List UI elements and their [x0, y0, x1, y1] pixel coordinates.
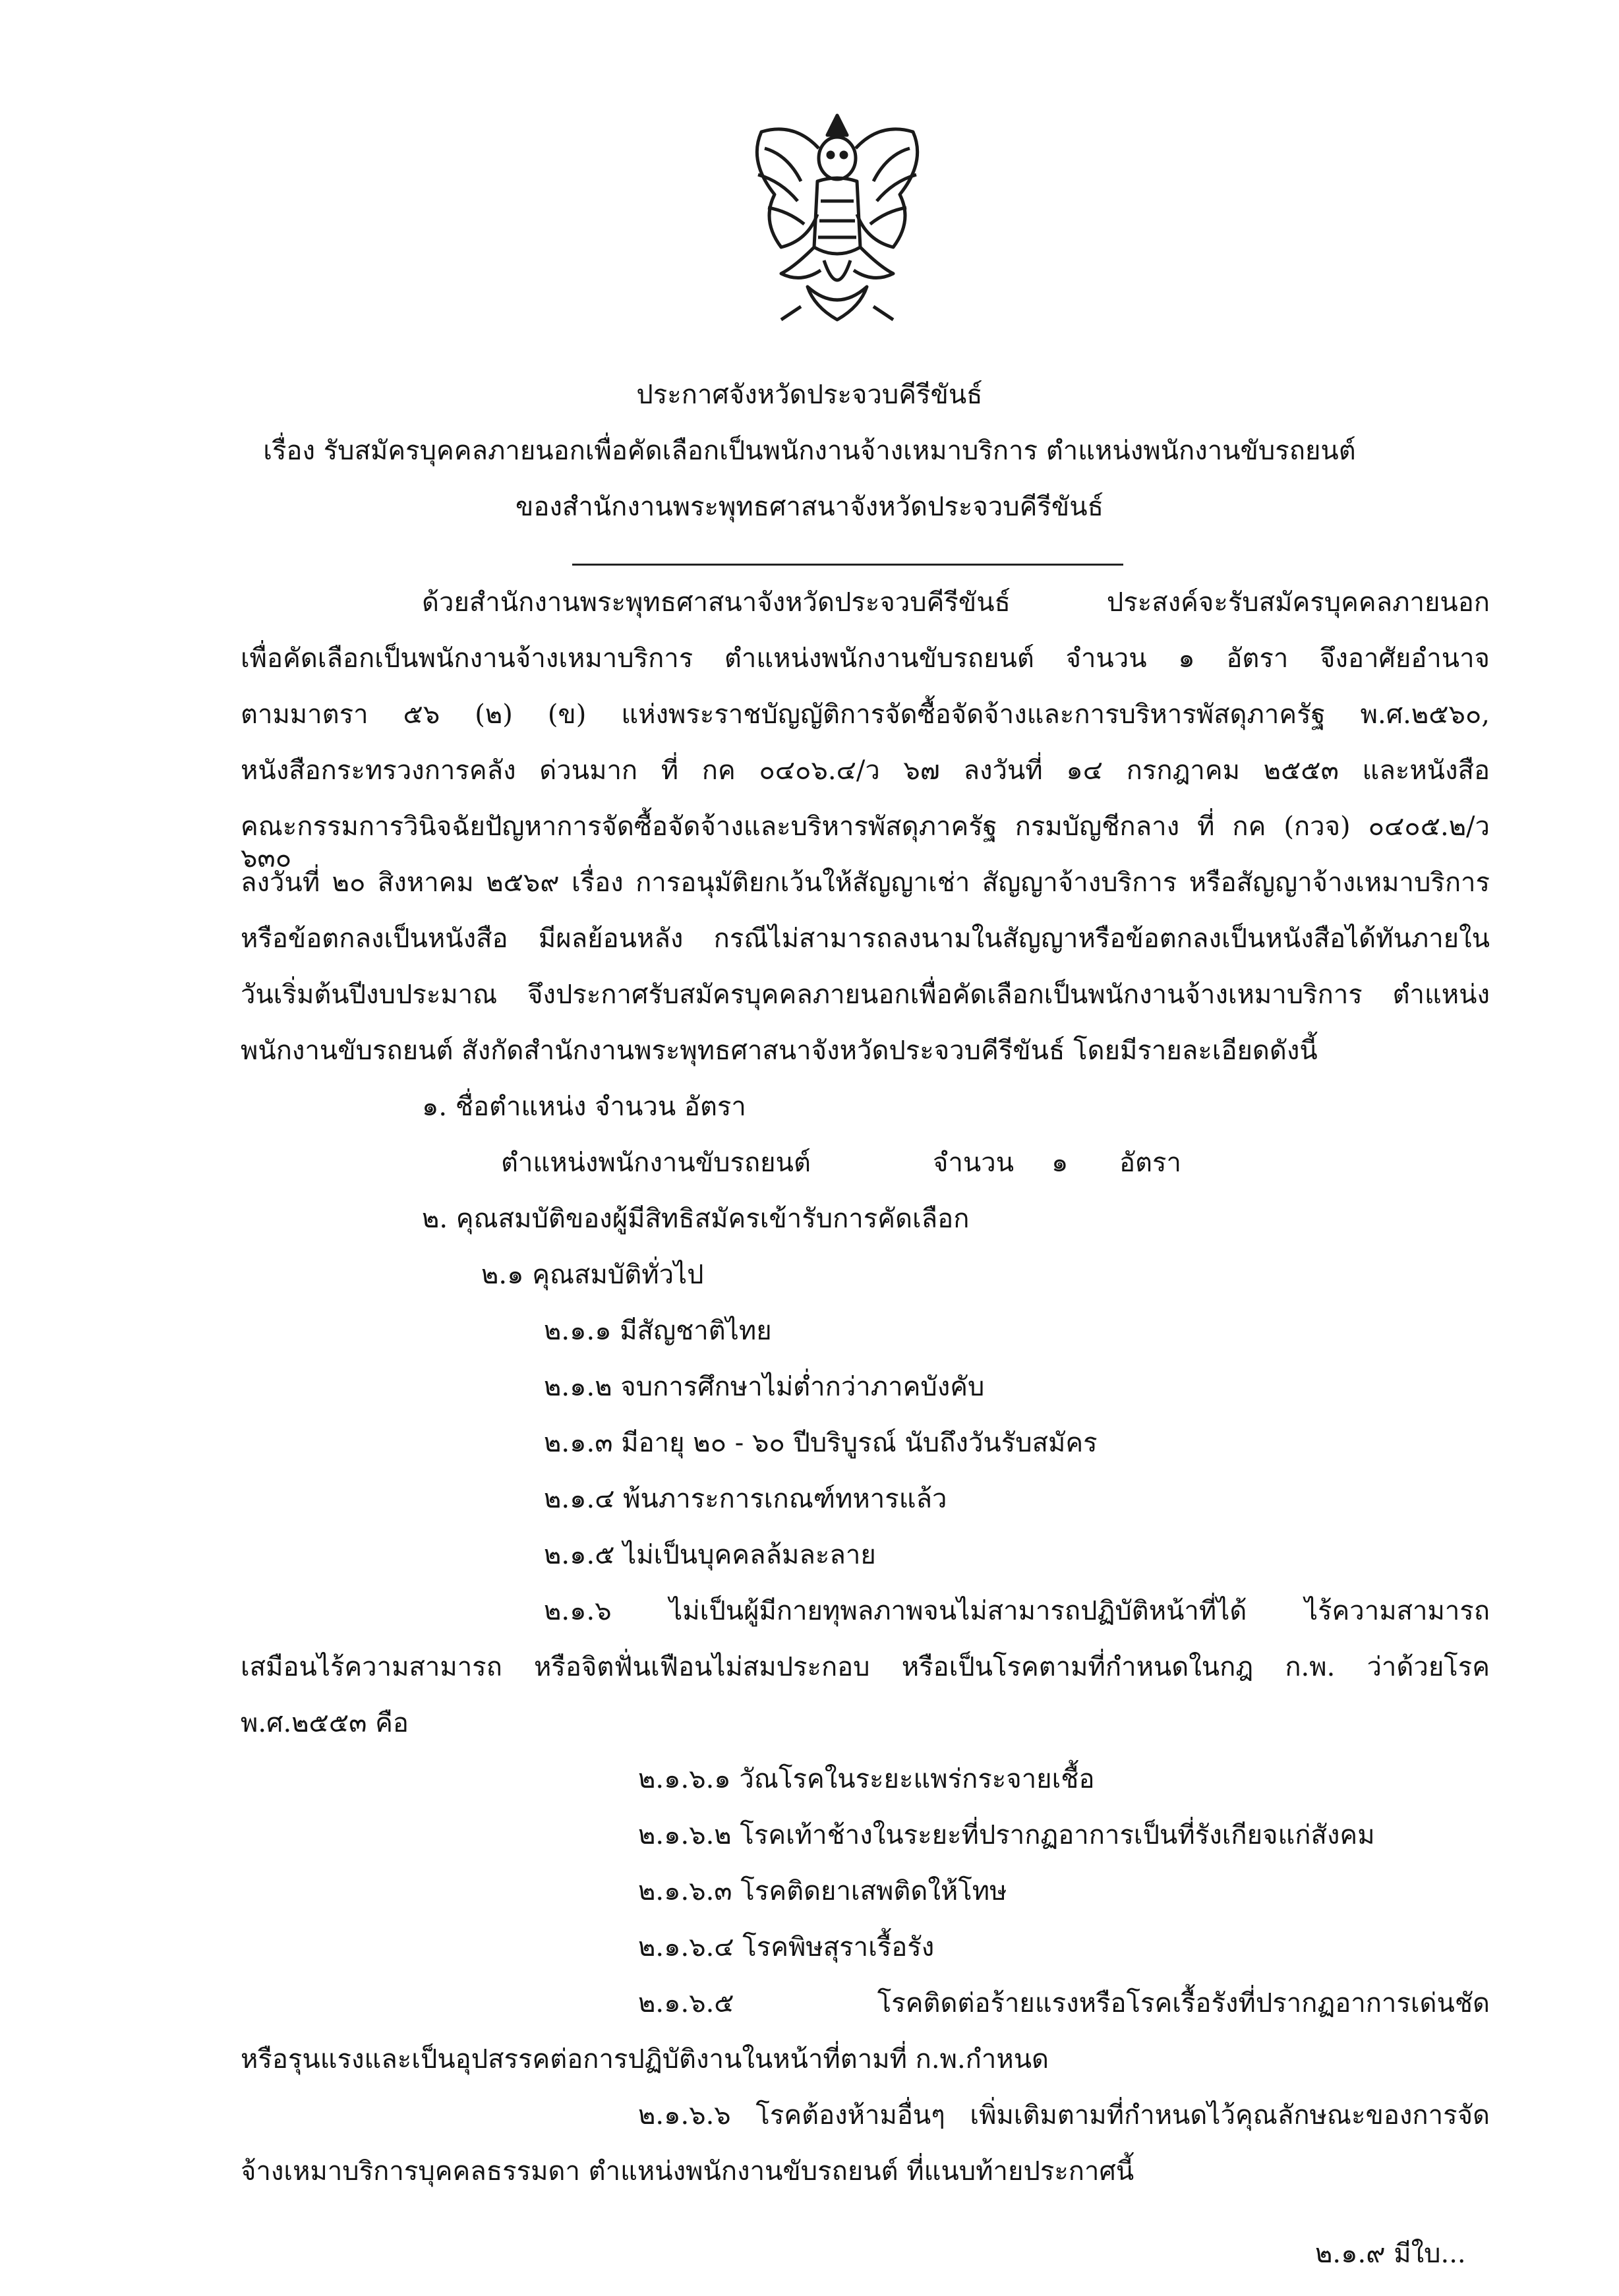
count-value: ๑	[1051, 1148, 1069, 1178]
disease-item: ๒.๑.๖.๑ วัณโรคในระยะแพร่กระจายเชื้อ	[638, 1764, 1095, 1794]
disease-item-5-cont: หรือรุนแรงและเป็นอุปสรรคต่อการปฏิบัติงานในหน้าที่ตามที่ ก.พ.กำหนด	[241, 2044, 1049, 2075]
intro-line-6: ลงวันที่ ๒๐ สิงหาคม ๒๕๖๙ เรื่อง การอนุมัติยกเว้นให้สัญญาเช่า สัญญาจ้างบริการ หรือสัญญาจ้างเหมาบริการ	[241, 868, 1490, 898]
intro-line-9: พนักงานขับรถยนต์ สังกัดสำนักงานพระพุทธศาสนาจังหวัดประจวบคีรีขันธ์ โดยมีรายละเอียดดังนี้	[241, 1036, 1318, 1066]
disease-item: ๒.๑.๖.๓ โรคติดยาเสพติดให้โทษ	[638, 1876, 1007, 1906]
title-divider	[572, 564, 1123, 566]
qualification-item: ๒.๑.๒ จบการศึกษาไม่ต่ำกว่าภาคบังคับ	[544, 1372, 985, 1402]
intro-line-4: หนังสือกระทรวงการคลัง ด่วนมาก ที่ กค ๐๔๐๖.๔/ว ๖๗ ลงวันที่ ๑๔ กรกฎาคม ๒๕๕๓ และหนังสือ	[241, 755, 1490, 786]
section1-heading: ๑. ชื่อตำแหน่ง จำนวน อัตรา	[422, 1092, 746, 1122]
intro-line-2: เพื่อคัดเลือกเป็นพนักงานจ้างเหมาบริการ ตำแหน่งพนักงานขับรถยนต์ จำนวน ๑ อัตรา จึงอาศัยอำนาจ	[241, 643, 1490, 674]
position-name: ตำแหน่งพนักงานขับรถยนต์	[501, 1148, 811, 1178]
subject-line-1: เรื่อง รับสมัครบุคคลภายนอกเพื่อคัดเลือกเป็นพนักงานจ้างเหมาบริการ ตำแหน่งพนักงานขับรถยนต์	[263, 436, 1356, 466]
intro-line-1: ด้วยสำนักงานพระพุทธศาสนาจังหวัดประจวบคีรีขันธ์ ประสงค์จะรับสมัครบุคคลภายนอก	[422, 587, 1490, 618]
disease-item-6-cont: จ้างเหมาบริการบุคคลธรรมดา ตำแหน่งพนักงานขับรถยนต์ ที่แนบท้ายประกาศนี้	[241, 2156, 1134, 2187]
page-continuation: ๒.๑.๙ มีใบ...	[1315, 2239, 1466, 2269]
qualification-item: ๒.๑.๕ ไม่เป็นบุคคลล้มละลาย	[544, 1540, 876, 1570]
qualification-item-6-cont: พ.ศ.๒๕๕๓ คือ	[241, 1708, 409, 1738]
qualification-item: ๒.๑.๓ มีอายุ ๒๐ - ๖๐ ปีบริบูรณ์ นับถึงวันรับสมัคร	[544, 1428, 1098, 1458]
disease-item: ๒.๑.๖.๒ โรคเท้าช้างในระยะที่ปรากฏอาการเป็นที่รังเกียจแก่สังคม	[638, 1820, 1375, 1850]
qualification-item: ๒.๑.๔ พ้นภาระการเกณฑ์ทหารแล้ว	[544, 1484, 947, 1514]
qualification-item: ๒.๑.๑ มีสัญชาติไทย	[544, 1316, 772, 1346]
garuda-emblem-icon	[735, 109, 939, 333]
disease-item-5: ๒.๑.๖.๕ โรคติดต่อร้ายแรงหรือโรคเรื้อรังที่ปรากฏอาการเด่นชัด	[638, 1988, 1490, 2018]
disease-item-6: ๒.๑.๖.๖ โรคต้องห้ามอื่นๆ เพิ่มเติมตามที่กำหนดไว้คุณลักษณะของการจัด	[638, 2100, 1490, 2131]
qualification-item-6: ๒.๑.๖ ไม่เป็นผู้มีกายทุพลภาพจนไม่สามารถปฏิบัติหน้าที่ได้ ไร้ความสามารถ	[544, 1596, 1490, 1626]
section2-1-heading: ๒.๑ คุณสมบัติทั่วไป	[481, 1260, 704, 1290]
intro-line-7: หรือข้อตกลงเป็นหนังสือ มีผลย้อนหลัง กรณีไม่สามารถลงนามในสัญญาหรือข้อตกลงเป็นหนังสือได้ทันภายใน	[241, 924, 1490, 954]
intro-line-3: ตามมาตรา ๕๖ (๒) (ข) แห่งพระราชบัญญัติการจัดซื้อจัดจ้างและการบริหารพัสดุภาครัฐ พ.ศ.๒๕๖๐,	[241, 699, 1490, 730]
section2-heading: ๒. คุณสมบัติของผู้มีสิทธิสมัครเข้ารับการคัดเลือก	[422, 1204, 970, 1234]
intro-line-5: คณะกรรมการวินิจฉัยปัญหาการจัดซื้อจัดจ้างและบริหารพัสดุภาครัฐ กรมบัญชีกลาง ที่ กค (กวจ) ๐๔๐๕.๒/ว ๖๓๐	[241, 811, 1490, 873]
announcement-title: ประกาศจังหวัดประจวบคีรีขันธ์	[636, 380, 983, 410]
count-unit: อัตรา	[1119, 1148, 1181, 1178]
intro-line-8: วันเริ่มต้นปีงบประมาณ จึงประกาศรับสมัครบุคคลภายนอกเพื่อคัดเลือกเป็นพนักงานจ้างเหมาบริการ ตำแหน่ง	[241, 980, 1490, 1010]
subject-line-2: ของสำนักงานพระพุทธศาสนาจังหวัดประจวบคีรีขันธ์	[515, 492, 1104, 522]
count-label: จำนวน	[933, 1148, 1015, 1178]
disease-item: ๒.๑.๖.๔ โรคพิษสุราเรื้อรัง	[638, 1932, 935, 1962]
qualification-item-6-cont: เสมือนไร้ความสามารถ หรือจิตฟั่นเฟือนไม่สมประกอบ หรือเป็นโรคตามที่กำหนดในกฎ ก.พ. ว่าด้วยโรค	[241, 1652, 1490, 1682]
